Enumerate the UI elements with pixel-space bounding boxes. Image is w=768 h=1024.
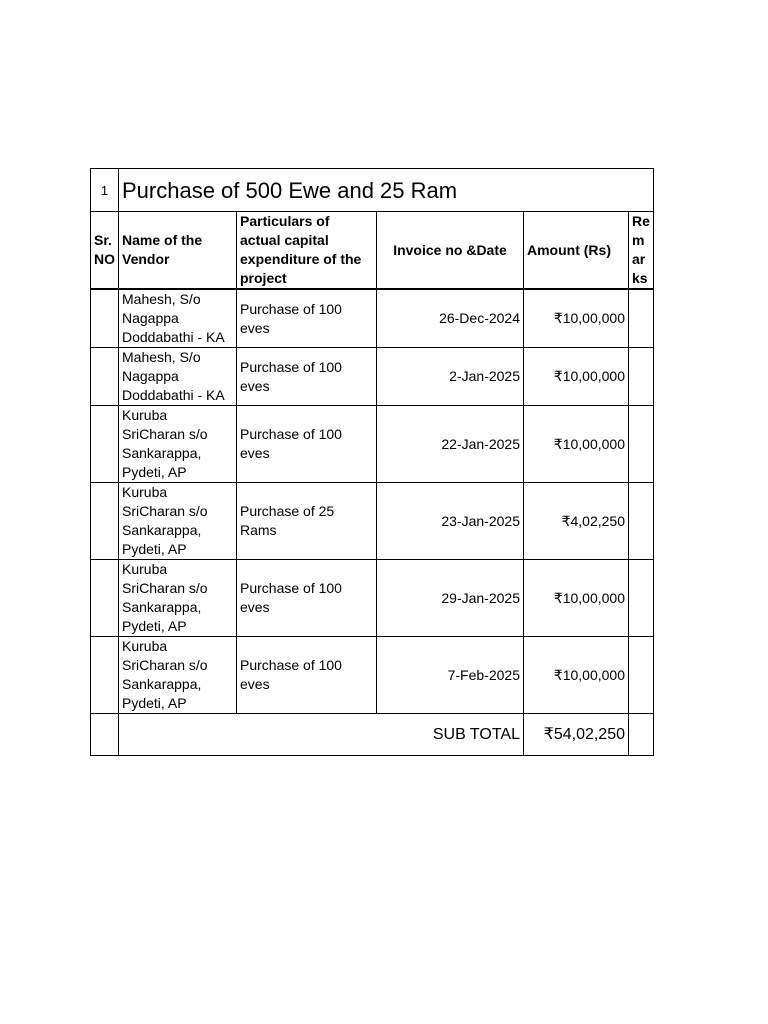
particulars-cell: Purchase of 100 eves [237,406,377,483]
invoice-date-cell: 2-Jan-2025 [377,348,524,406]
title-row [91,169,654,212]
remarks-cell [629,348,654,406]
section-number: 1 [91,169,119,212]
invoice-date-cell: 22-Jan-2025 [377,406,524,483]
amount-cell: ₹10,00,000 [524,560,629,637]
remarks-cell [629,637,654,714]
amount-cell: ₹4,02,250 [524,483,629,560]
remarks-cell [629,289,654,348]
invoice-date-cell: 7-Feb-2025 [377,637,524,714]
invoice-date-cell: 26-Dec-2024 [377,289,524,348]
amount-cell: ₹10,00,000 [524,406,629,483]
particulars-cell: Purchase of 25 Rams [237,483,377,560]
invoice-date-cell: 29-Jan-2025 [377,560,524,637]
sr-no-cell [91,637,119,714]
table-row [91,348,654,406]
subtotal-value: ₹54,02,250 [524,714,629,756]
sr-no-cell [91,348,119,406]
remarks-cell [629,560,654,637]
particulars-cell: Purchase of 100 eves [237,560,377,637]
sr-no-cell [91,483,119,560]
particulars-cell: Purchase of 100 eves [237,289,377,348]
remarks-cell [629,406,654,483]
section-title: Purchase of 500 Ewe and 25 Ram [119,169,654,212]
table-row [91,289,654,348]
amount-cell: ₹10,00,000 [524,637,629,714]
vendor-cell: Mahesh, S/o Nagappa Doddabathi - KA [119,348,237,406]
amount-cell: ₹10,00,000 [524,289,629,348]
vendor-cell: Kuruba SriCharan s/o Sankarappa, Pydeti, AP [119,483,237,560]
remarks-cell [629,483,654,560]
sr-no-cell [91,560,119,637]
header-sr-no: Sr. NO [91,212,119,290]
particulars-cell: Purchase of 100 eves [237,637,377,714]
header-vendor: Name of the Vendor [119,212,237,290]
table-row [91,560,654,637]
invoice-date-cell: 23-Jan-2025 [377,483,524,560]
table-row [91,483,654,560]
header-particulars: Particulars of actual capital expenditure of the project [237,212,377,290]
vendor-cell: Mahesh, S/o Nagappa Doddabathi - KA [119,289,237,348]
sr-no-cell [91,406,119,483]
header-invoice: Invoice no &Date [377,212,524,290]
vendor-cell: Kuruba SriCharan s/o Sankarappa, Pydeti, AP [119,560,237,637]
subtotal-row [91,714,654,756]
subtotal-label: SUB TOTAL [119,714,524,756]
vendor-cell: Kuruba SriCharan s/o Sankarappa, Pydeti, AP [119,637,237,714]
header-remarks: Re m ar ks [629,212,654,290]
sr-no-cell [91,289,119,348]
particulars-cell: Purchase of 100 eves [237,348,377,406]
sr-no-cell [91,714,119,756]
vendor-cell: Kuruba SriCharan s/o Sankarappa, Pydeti, AP [119,406,237,483]
expenditure-table [90,168,654,756]
remarks-cell [629,714,654,756]
header-row [91,212,654,290]
table-row [91,406,654,483]
amount-cell: ₹10,00,000 [524,348,629,406]
header-amount: Amount (Rs) [524,212,629,290]
table-row [91,637,654,714]
